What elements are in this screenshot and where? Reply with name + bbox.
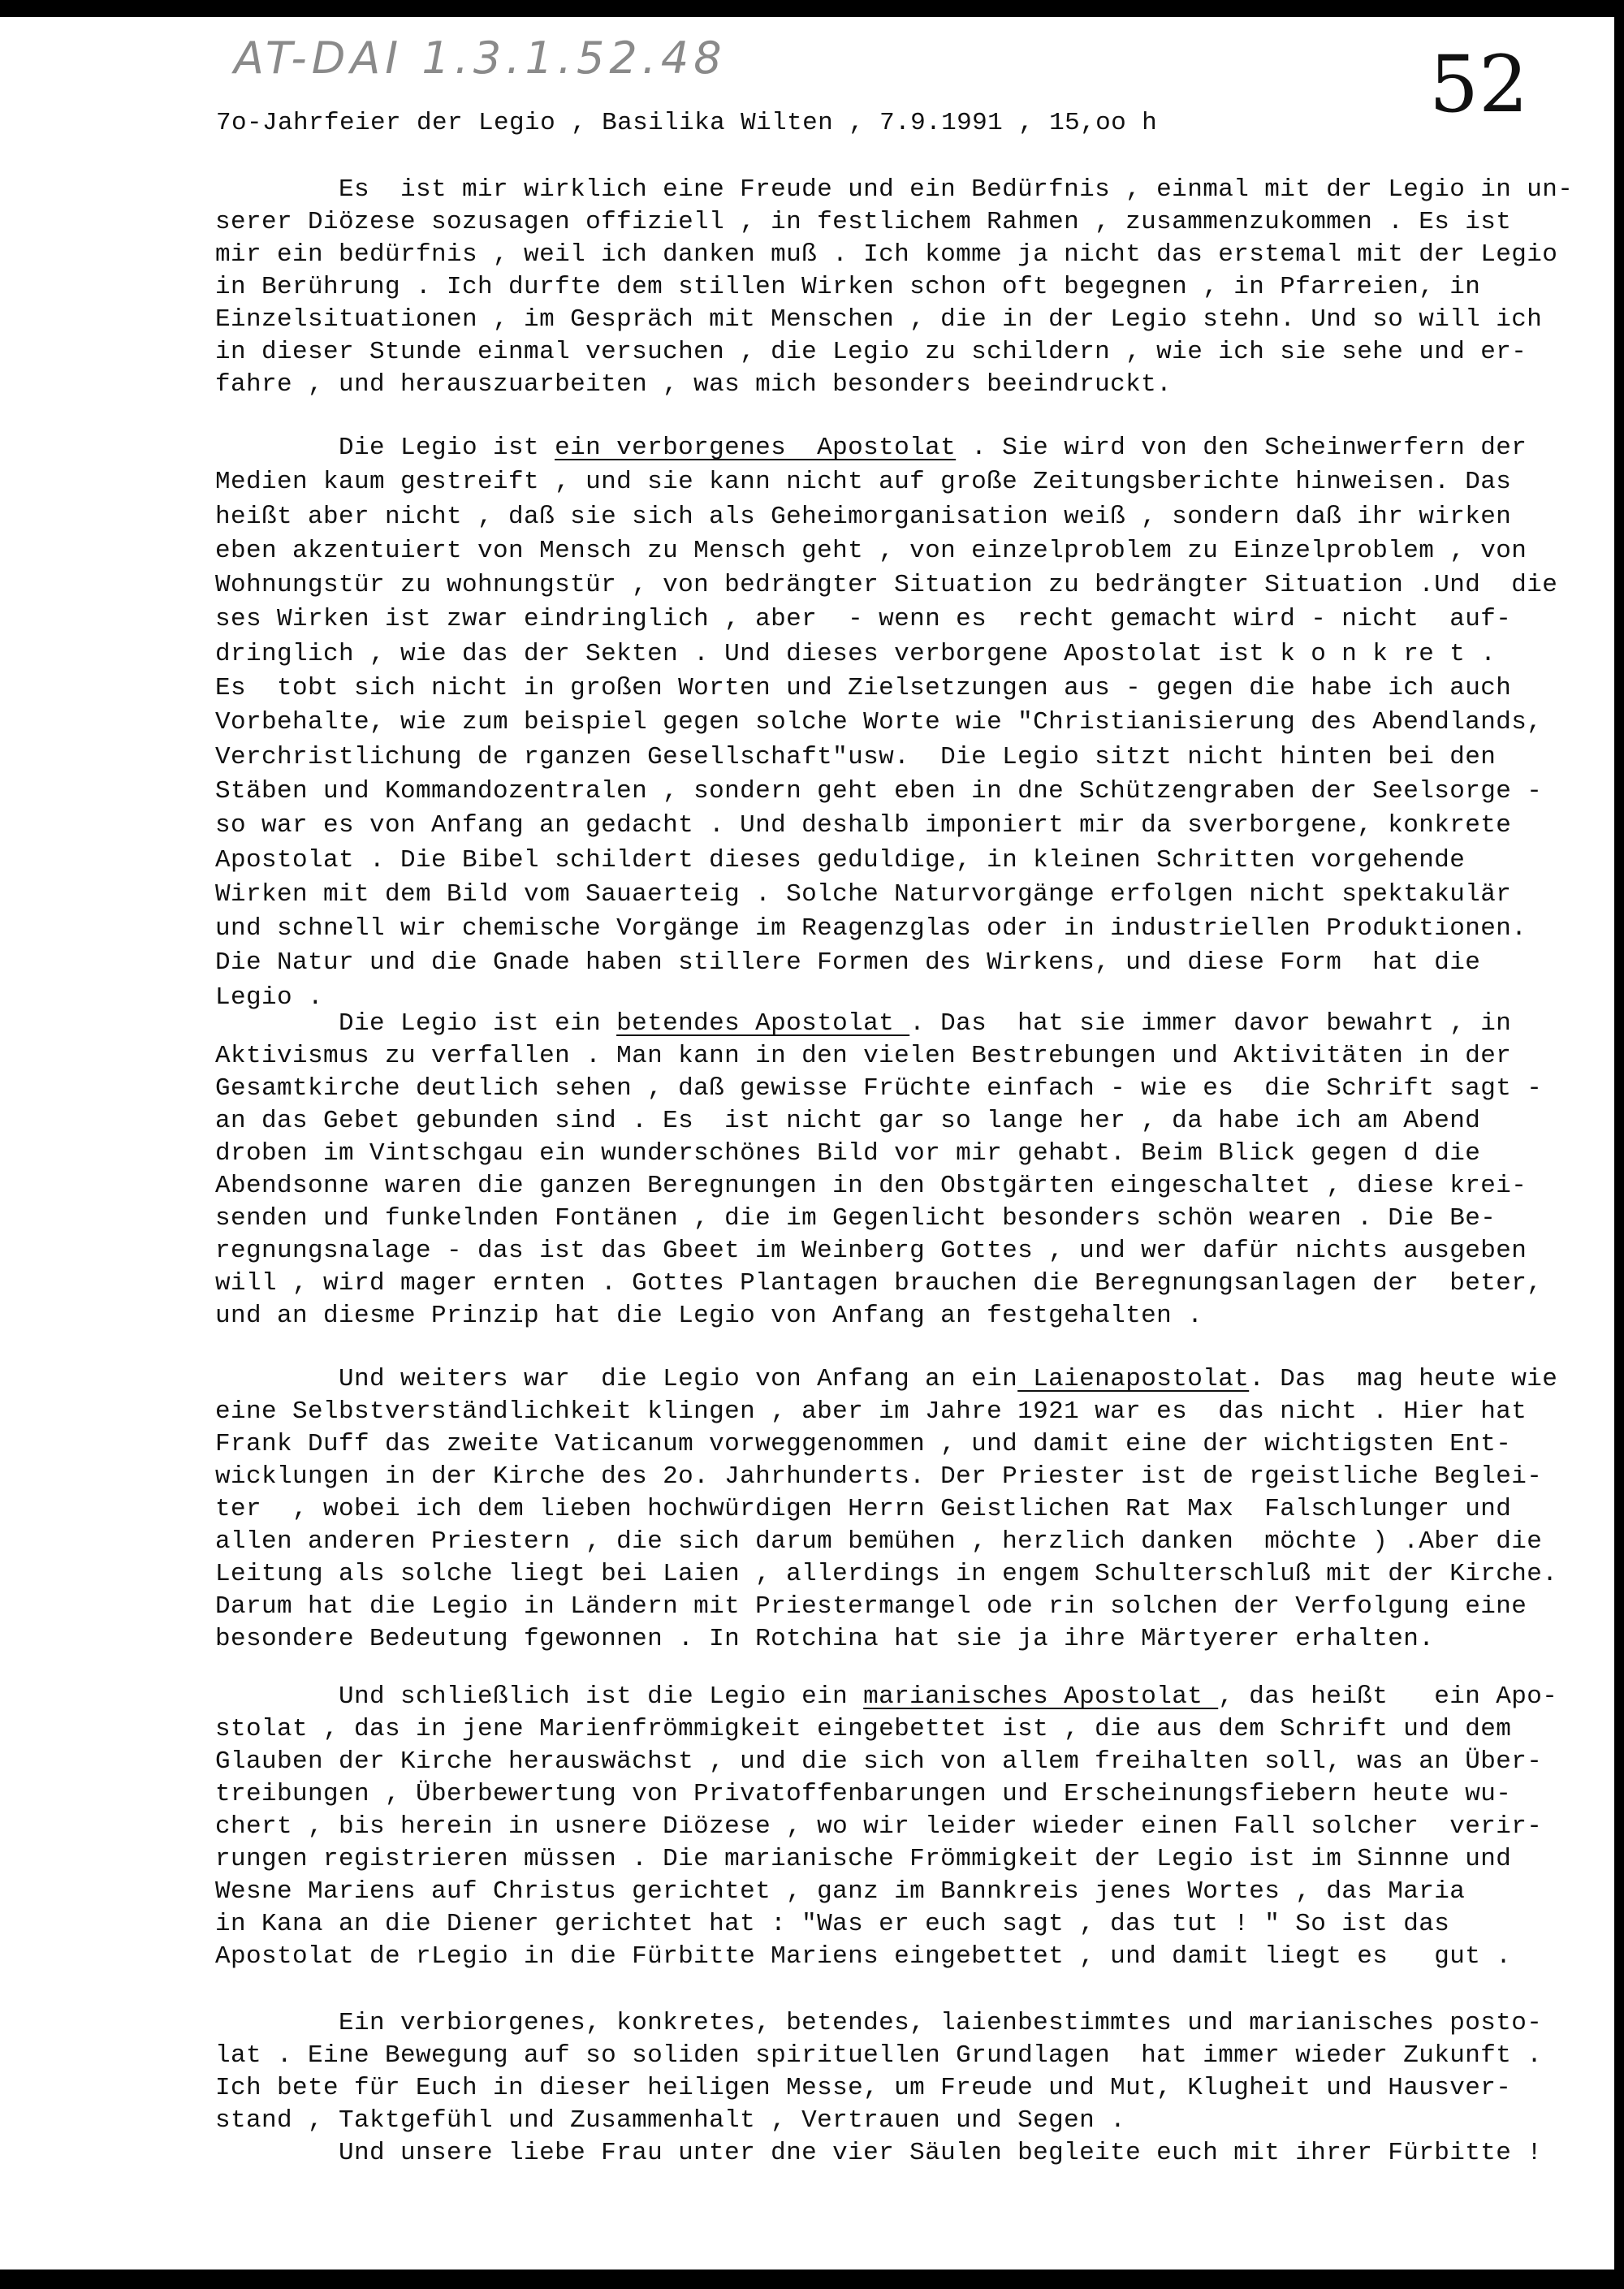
text-line: allen anderen Priestern , die sich darum bemühen , herzlich danken möchte ) .Aber die [215, 1527, 1543, 1556]
text-segment: , das heißt ein Apo- [1218, 1682, 1558, 1711]
text-line: so war es von Anfang an gedacht . Und deshalb imponiert mir da sverborgene, konkrete [215, 811, 1512, 840]
text-line: Legio . [215, 983, 324, 1012]
text-line: eben akzentuiert von Mensch zu Mensch geht , von einzelproblem zu Einzelproblem , von [215, 536, 1527, 565]
text-line: in dieser Stunde einmal versuchen , die Legio zu schildern , wie ich sie sehe und er- [215, 338, 1527, 366]
text-line: an das Gebet gebunden sind . Es ist nicht gar so lange her , da habe ich am Abend [215, 1107, 1481, 1135]
document-title: 7o-Jahrfeier der Legio , Basilika Wilten , 7.9.1991 , 15,oo h [216, 109, 1158, 137]
text-line: stolat , das in jene Marienfrömmigkeit eingebettet ist , die aus dem Schrift und dem [215, 1715, 1512, 1743]
text-line: Leitung als solche liegt bei Laien , allerdings in engem Schulterschluß mit der Kirche. [215, 1560, 1558, 1588]
scan-border-bottom [0, 2270, 1624, 2289]
text-line: heißt aber nicht , daß sie sich als Geheimorganisation weiß , sondern daß ihr wirken [215, 502, 1512, 531]
text-line: Wesne Mariens auf Christus gerichtet , ganz im Bannkreis jenes Wortes , das Maria [215, 1877, 1466, 1906]
underlined-heading-phrase: Laienapostolat [1017, 1365, 1250, 1393]
text-line: Frank Duff das zweite Vaticanum vorweggenommen , und damit eine der wichtigsten Ent- [215, 1430, 1512, 1458]
text-line [215, 1681, 1612, 1713]
paragraph-betendes-apostolat [215, 1008, 1612, 1332]
text-segment: . Sie wird von den Scheinwerfern der [956, 434, 1527, 462]
text-line: Und unsere liebe Frau unter dne vier Säulen begleite euch mit ihrer Fürbitte ! [215, 2139, 1543, 2167]
paragraph-verborgenes-apostolat [215, 431, 1612, 1015]
scan-border-right [1614, 0, 1624, 2289]
text-line: will , wird mager ernten . Gottes Plantagen brauchen die Beregnungsanlagen der beter, [215, 1269, 1543, 1298]
text-line: Medien kaum gestreift , und sie kann nicht auf große Zeitungsberichte hinweisen. Das [215, 468, 1512, 497]
text-line: Vorbehalte, wie zum beispiel gegen solche Worte wie "Christianisierung des Abendlands, [215, 708, 1543, 737]
text-line [215, 431, 1612, 465]
text-line: und an diesme Prinzip hat die Legio von Anfang an festgehalten . [215, 1302, 1203, 1330]
text-line: Glauben der Kirche herauswächst , und die sich von allem freihalten soll, was an Über- [215, 1747, 1543, 1776]
text-line: chert , bis herein in usnere Diözese , wo wir leider wieder einen Fall solcher verir- [215, 1812, 1543, 1841]
paragraph-marianisches-apostolat [215, 1681, 1612, 1973]
text-line: droben im Vintschgau ein wunderschönes Bild vor mir gehabt. Beim Blick gegen d die [215, 1139, 1481, 1168]
underlined-heading-phrase: betendes Apostolat [616, 1009, 910, 1038]
text-line: rungen registrieren müssen . Die marianische Frömmigkeit der Legio ist im Sinnne und [215, 1845, 1512, 1873]
underlined-heading-phrase: marianisches Apostolat [863, 1682, 1219, 1711]
text-line: ter , wobei ich dem lieben hochwürdigen Herrn Geistlichen Rat Max Falschlunger und [215, 1495, 1512, 1523]
text-line: in Kana an die Diener gerichtet hat : "Was er euch sagt , das tut ! " So ist das [215, 1910, 1450, 1938]
handwritten-archive-reference: AT-DAI 1.3.1.52.48 [234, 32, 727, 84]
text-line: Wirken mit dem Bild vom Sauaerteig . Solche Naturvorgänge erfolgen nicht spektakulär [215, 879, 1512, 909]
text-segment: . Das hat sie immer davor bewahrt , in [909, 1009, 1512, 1038]
paragraph-closing [215, 2007, 1612, 2170]
text-line: treibungen , Überbewertung von Privatoffenbarungen und Erscheinungsfiebern heute wu- [215, 1780, 1512, 1808]
text-segment: Und weiters war die Legio von Anfang an ein [215, 1365, 1018, 1393]
text-line: Verchristlichung de rganzen Gesellschaft"usw. Die Legio sitzt nicht hinten bei den [215, 742, 1497, 771]
text-line: eine Selbstverständlichkeit klingen , aber im Jahre 1921 war es das nicht . Hier hat [215, 1397, 1527, 1426]
paragraph-laienapostolat [215, 1363, 1612, 1656]
scan-border-top [0, 0, 1624, 17]
underlined-heading-phrase: ein verborgenes Apostolat [555, 434, 957, 462]
text-line: ses Wirken ist zwar eindringlich , aber - wenn es recht gemacht wird - nicht auf- [215, 605, 1512, 634]
text-line [215, 1363, 1612, 1396]
text-line: Ein verbiorgenes, konkretes, betendes, laienbestimmtes und marianisches posto- [215, 2009, 1543, 2037]
text-segment: Die Legio ist [215, 434, 555, 462]
text-line: Apostolat . Die Bibel schildert dieses geduldige, in kleinen Schritten vorgehende [215, 845, 1466, 875]
text-line: Stäben und Kommandozentralen , sondern geht eben in dne Schützengraben der Seelsorge - [215, 776, 1543, 805]
text-line: besondere Bedeutung fgewonnen . In Rotchina hat sie ja ihre Märtyerer erhalten. [215, 1625, 1435, 1653]
text-line: senden und funkelnden Fontänen , die im Gegenlicht besonders schön wearen . Die Be- [215, 1204, 1497, 1233]
text-line: Wohnungstür zu wohnungstür , von bedrängter Situation zu bedrängter Situation .Und die [215, 571, 1558, 600]
text-line: serer Diözese sozusagen offiziell , in festlichem Rahmen , zusammenzukommen . Es ist [215, 208, 1512, 236]
text-line: wicklungen in der Kirche des 2o. Jahrhunderts. Der Priester ist de rgeistliche Beglei- [215, 1462, 1543, 1491]
text-line: Apostolat de rLegio in die Fürbitte Mariens eingebettet , und damit liegt es gut . [215, 1942, 1512, 1971]
text-segment: Und schließlich ist die Legio ein [215, 1682, 864, 1711]
text-segment: . Das mag heute wie [1249, 1365, 1558, 1393]
text-line: und schnell wir chemische Vorgänge im Reagenzglas oder in industriellen Produktionen. [215, 914, 1527, 944]
handwritten-page-number: 52 [1429, 39, 1529, 130]
text-line: Es ist mir wirklich eine Freude und ein Bedürfnis , einmal mit der Legio in un- [215, 175, 1574, 204]
text-line: Gesamtkirche deutlich sehen , daß gewisse Früchte einfach - wie es die Schrift sagt - [215, 1074, 1543, 1103]
text-line [215, 1008, 1612, 1040]
text-line: Es tobt sich nicht in großen Worten und Zielsetzungen aus - gegen die habe ich auch [215, 674, 1512, 703]
text-line: Ich bete für Euch in dieser heiligen Messe, um Freude und Mut, Klugheit und Hausver- [215, 2074, 1512, 2102]
text-line: Die Natur und die Gnade haben stillere Formen des Wirkens, und diese Form hat die [215, 948, 1481, 978]
text-line: in Berührung . Ich durfte dem stillen Wirken schon oft begegnen , in Pfarreien, in [215, 273, 1481, 301]
paragraph-intro [215, 174, 1612, 401]
text-line: regnungsnalage - das ist das Gbeet im Weinberg Gottes , und wer dafür nichts ausgeben [215, 1237, 1527, 1265]
text-line: fahre , und herauszuarbeiten , was mich besonders beeindruckt. [215, 370, 1173, 399]
text-segment: Die Legio ist ein [215, 1009, 617, 1038]
text-line: Abendsonne waren die ganzen Beregnungen in den Obstgärten eingeschaltet , diese krei- [215, 1172, 1527, 1200]
text-line: dringlich , wie das der Sekten . Und dieses verborgene Apostolat ist k o n k re t . [215, 639, 1497, 668]
text-line: lat . Eine Bewegung auf so soliden spirituellen Grundlagen hat immer wieder Zukunft . [215, 2041, 1543, 2070]
text-line: Einzelsituationen , im Gespräch mit Menschen , die in der Legio stehn. Und so will ich [215, 305, 1543, 334]
text-line: mir ein bedürfnis , weil ich danken muß . Ich komme ja nicht das erstemal mit der Legio [215, 240, 1558, 269]
text-line: stand , Taktgefühl und Zusammenhalt , Vertrauen und Segen . [215, 2106, 1126, 2135]
text-line: Aktivismus zu verfallen . Man kann in den vielen Bestrebungen und Aktivitäten in der [215, 1042, 1512, 1070]
text-line: Darum hat die Legio in Ländern mit Priestermangel ode rin solchen der Verfolgung eine [215, 1592, 1527, 1621]
